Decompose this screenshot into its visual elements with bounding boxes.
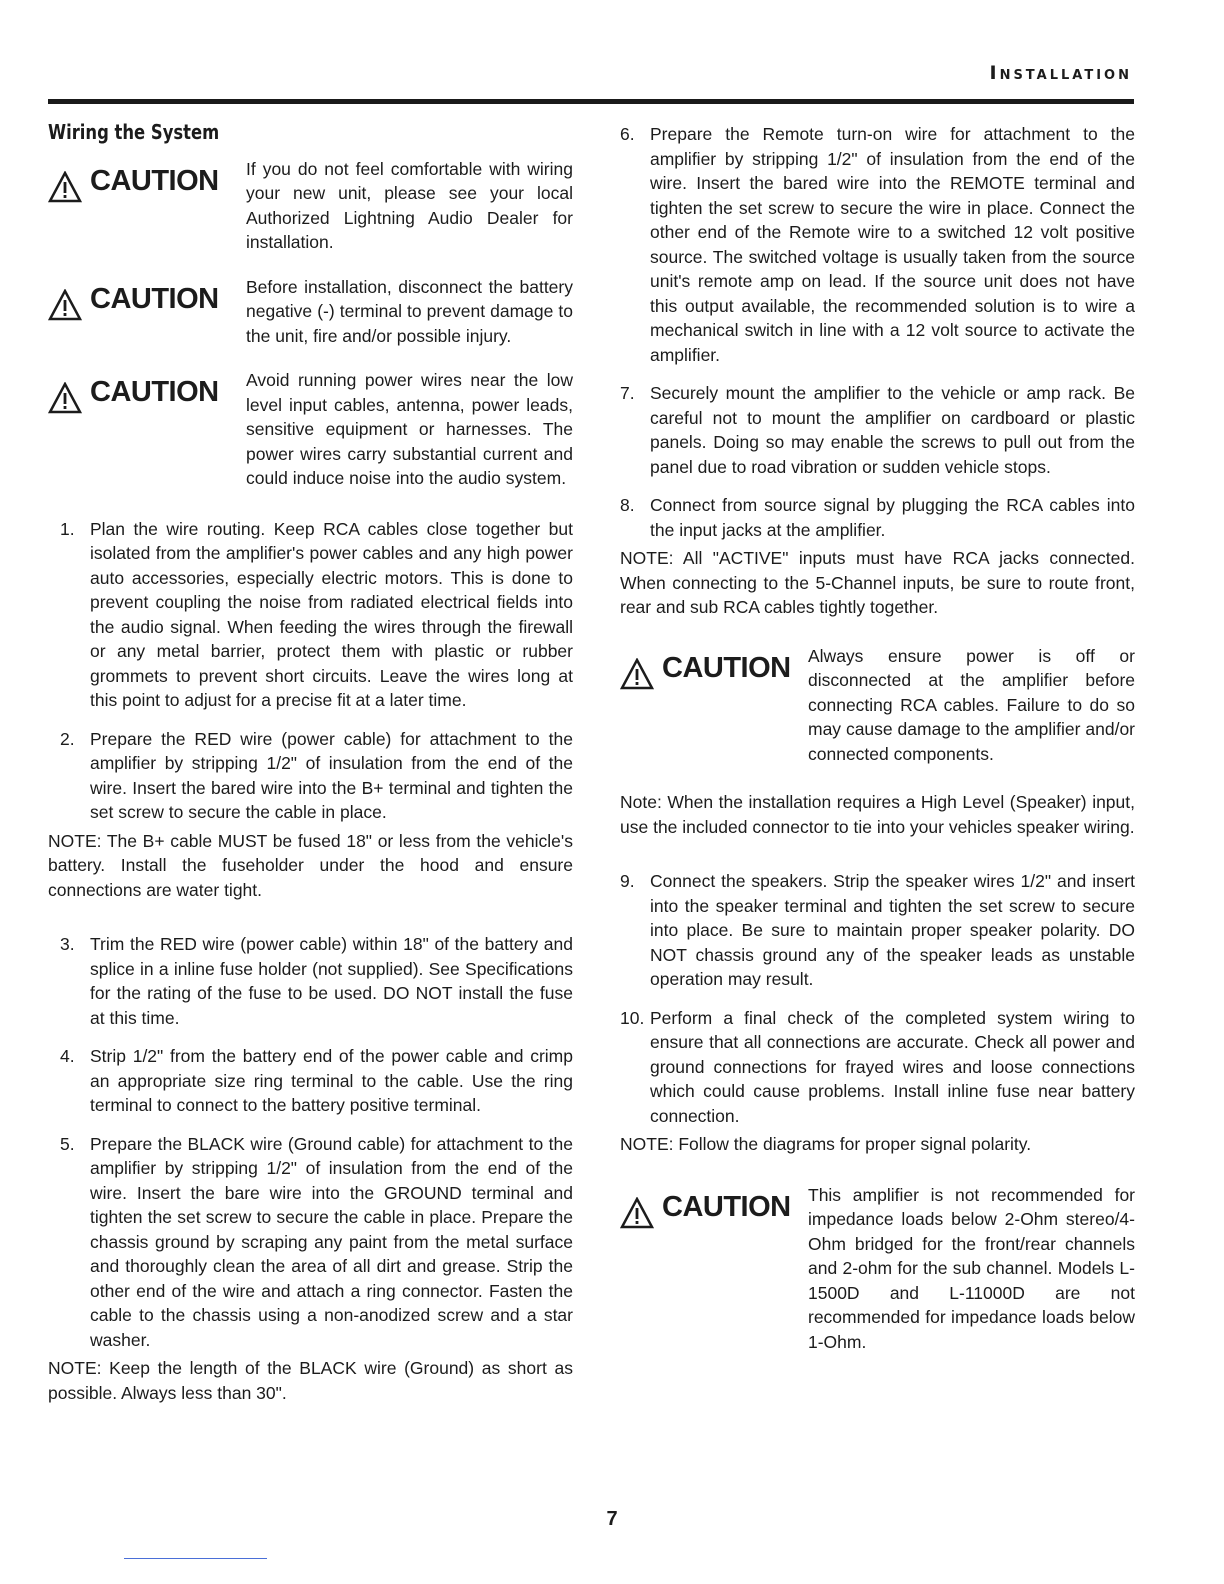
caution-block [48, 157, 573, 255]
caution-block [620, 1183, 1135, 1355]
warning-icon [48, 171, 82, 203]
note: NOTE: The B+ cable MUST be fused 18" or less from the vehicle's battery. Install the fuseholder under the hood and ensure connections are water tight. [48, 830, 573, 900]
caution-label: CAUTION [662, 651, 791, 684]
step-text: Prepare the BLACK wire (Ground cable) for attachment to the amplifier by stripping 1/2" of insulation from the end of the wire. Insert the bare wire into the GROUND terminal and tighten the set screw to secure the cable in place. Prepare the chassis ground by scraping any paint from the metal surface and thoroughly clean the area of all dirt and grease. Strip the other end of the wire and attach a ring connector. Fasten the cable to the chassis using a non-anodized screw and a star washer. [90, 1133, 573, 1350]
right-column [620, 122, 1135, 1374]
step-text: Connect from source signal by plugging the RCA cables into the input jacks at the amplifier. [650, 495, 1135, 540]
step-number: 6. [620, 124, 635, 144]
list-item [48, 1132, 573, 1353]
list-item [48, 517, 573, 713]
caution-text: Avoid running power wires near the low level input cables, antenna, power leads, sensitive equipment or harnesses. The power wires carry substantial current and could induce noise into the audio system. [246, 370, 573, 488]
list-item [48, 727, 573, 825]
note: NOTE: Keep the length of the BLACK wire (Ground) as short as possible. Always less than 30". [48, 1358, 573, 1403]
caution-block [48, 368, 573, 491]
step-number: 3. [60, 934, 75, 954]
list-item [620, 1006, 1135, 1129]
step-number: 7. [620, 383, 635, 403]
list-item [620, 381, 1135, 479]
caution-label: CAUTION [90, 164, 219, 197]
list-item [620, 869, 1135, 992]
caution-label: CAUTION [662, 1190, 791, 1223]
list-item [620, 493, 1135, 542]
note: NOTE: All "ACTIVE" inputs must have RCA jacks connected. When connecting to the 5-Channel inputs, be sure to route front, rear and sub RCA cables tightly together. [620, 548, 1135, 617]
page-header: Installation [989, 62, 1132, 84]
list-item [48, 932, 573, 1030]
step-text: Prepare the Remote turn-on wire for attachment to the amplifier by stripping 1/2" of insulation from the end of the wire. Insert the bared wire into the REMOTE terminal and tighten the set screw to secure the wire in place. Connect the other end of the Remote wire to a switched 12 volt positive source. The switched voltage is usually taken from the source unit's remote amp on lead. If the source unit does not have this output available, the recommended solution is to wire a mechanical switch in line with a 12 volt source to activate the amplifier. [650, 124, 1135, 365]
step-text: Securely mount the amplifier to the vehicle or amp rack. Be careful not to mount the amplifier on cardboard or plastic panels. Doing so may enable the screws to pull out from the panel due to road vibration or sudden vehicle stops. [650, 383, 1135, 477]
section-title: Wiring the System [48, 120, 220, 144]
step-number: 4. [60, 1046, 75, 1066]
caution-text: Before installation, disconnect the battery negative (-) terminal to prevent damage to the unit, fire and/or possible injury. [246, 276, 573, 346]
step-text: Strip 1/2" from the battery end of the power cable and crimp an appropriate size ring terminal to the cable. Use the ring terminal to connect to the battery positive terminal. [90, 1046, 573, 1115]
caution-label: CAUTION [90, 376, 219, 408]
note: Note: When the installation requires a High Level (Speaker) input, use the included connector to tie into your vehicles speaker wiring. [620, 792, 1135, 837]
warning-icon [48, 382, 82, 414]
step-number: 1. [60, 518, 75, 539]
warning-icon [620, 1197, 654, 1229]
caution-block [620, 644, 1135, 767]
left-column [48, 120, 573, 1419]
step-text: Plan the wire routing. Keep RCA cables close together but isolated from the amplifier's power cables and any high power auto accessories, especially electric motors. This is done to prevent coupling the noise from radiated electrical fields into the audio signal. When feeding the wires through the firewall or any metal barrier, protect them with plastic or rubber grommets to prevent short circuits. Leave the wires long at this point to adjust for a precise fit at a later time. [90, 518, 573, 710]
caution-text: This amplifier is not recommended for impedance loads below 2-Ohm stereo/4-Ohm bridged for the front/rear channels and 2-ohm for the sub channel. Models L-1500D and L-11000D are not recommended for impedance loads below 1-Ohm. [808, 1184, 1135, 1352]
step-number: 10. [620, 1007, 645, 1028]
step-number: 8. [620, 495, 635, 515]
caution-text: If you do not feel comfortable with wiring your new unit, please see your local Authorized Lightning Audio Dealer for installation. [246, 158, 573, 252]
step-text: Trim the RED wire (power cable) within 18" of the battery and splice in a inline fuse holder (not supplied). See Specifications for the rating of the fuse to be used. DO NOT install the fuse at this time. [90, 934, 573, 1028]
step-number: 2. [60, 728, 75, 749]
list-item [48, 1044, 573, 1118]
footer-line [124, 1558, 267, 1559]
step-text: Perform a final check of the completed system wiring to ensure that all connections are accurate. Check all power and ground connections for frayed wires and loose connections which could cause problems. Install inline fuse near battery connection. [650, 1007, 1135, 1126]
note: NOTE: Follow the diagrams for proper signal polarity. [620, 1134, 1032, 1154]
step-text: Connect the speakers. Strip the speaker wires 1/2" and insert into the speaker terminal and tighten the set screw to secure into place. Be sure to maintain proper speaker polarity. DO NOT chassis ground any of the speaker leads as unstable operation may result. [650, 871, 1135, 989]
warning-icon [620, 658, 654, 690]
caution-label: CAUTION [90, 282, 219, 315]
step-number: 5. [60, 1133, 75, 1154]
page-number: 7 [606, 1508, 618, 1530]
caution-block [48, 275, 573, 349]
caution-text: Always ensure power is off or disconnected at the amplifier before connecting RCA cables. Failure to do so may cause damage to the amplifier and/or connected components. [808, 645, 1135, 764]
header-rule [48, 99, 1134, 104]
step-text: Prepare the RED wire (power cable) for attachment to the amplifier by stripping 1/2" of insulation from the end of the wire. Insert the bared wire into the B+ terminal and tighten the set screw to secure the cable in place. [90, 728, 573, 822]
step-number: 9. [620, 871, 635, 891]
warning-icon [48, 289, 82, 321]
list-item [620, 122, 1135, 367]
